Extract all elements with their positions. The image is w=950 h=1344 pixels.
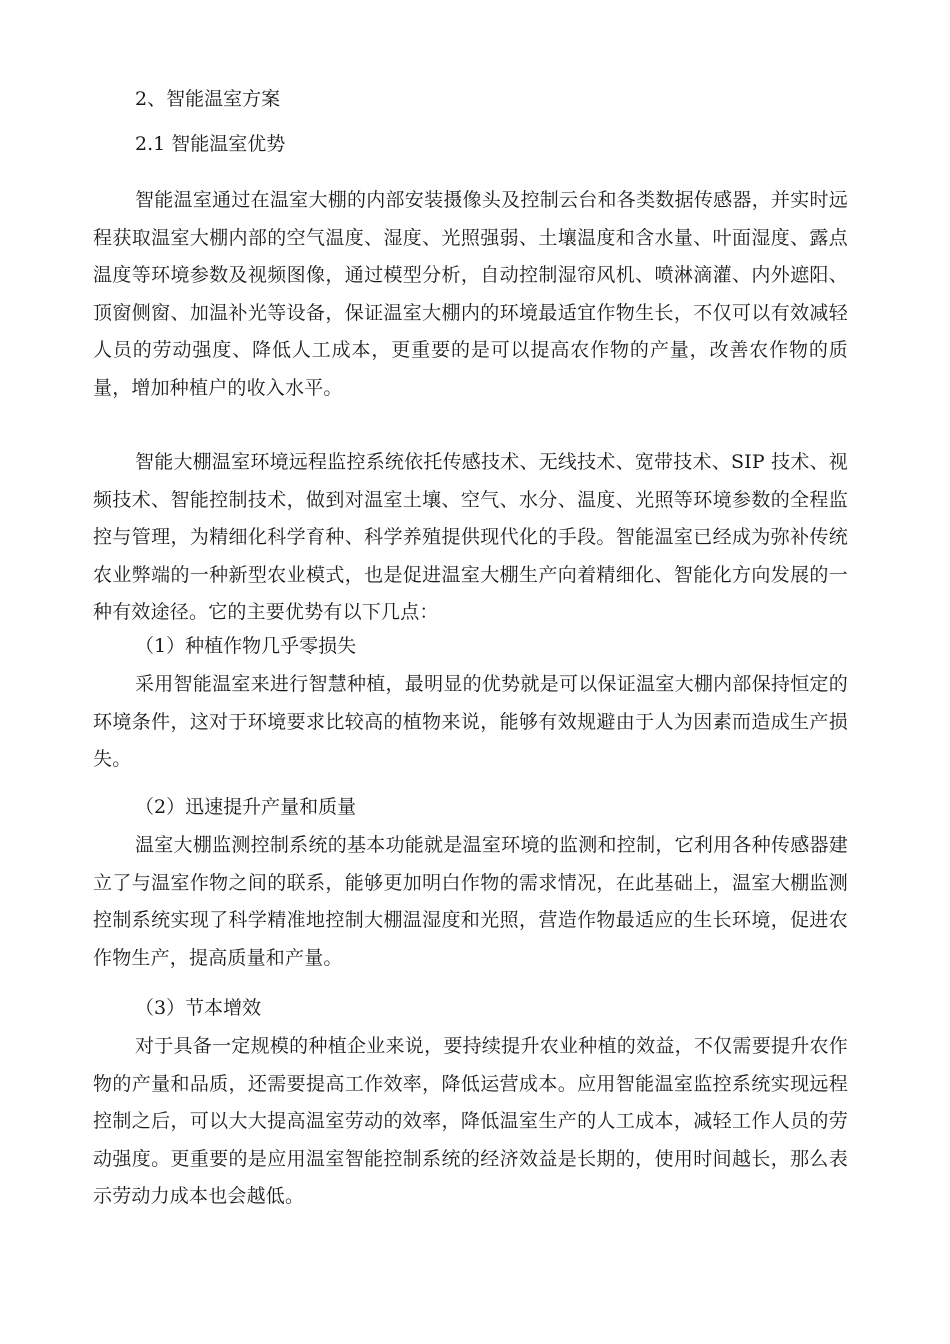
subhead-yield-quality: （2）迅速提升产量和质量 bbox=[135, 796, 357, 818]
subhead-cost-efficiency: （3）节本增效 bbox=[135, 997, 262, 1019]
paragraph-yield-quality: 温室大棚监测控制系统的基本功能就是温室环境的监测和控制，它利用各种传感器建立了与温室作物之间的联系，能够更加明白作物的需求情况，在此基础上，温室大棚监测控制系统实现了科学精准地控制大棚温湿度和光照，营造作物最适应的生长环境，促进农作物生产，提高质量和产量。 bbox=[93, 834, 848, 969]
subhead-zero-loss: （1）种植作物几乎零损失 bbox=[135, 635, 357, 657]
paragraph-zero-loss: 采用智能温室来进行智慧种植，最明显的优势就是可以保证温室大棚内部保持恒定的环境条件，这对于环境要求比较高的植物来说，能够有效规避由于人为因素而造成生产损失。 bbox=[93, 673, 848, 770]
paragraph-system-overview: 智能大棚温室环境远程监控系统依托传感技术、无线技术、宽带技术、SIP 技术、视频技术、智能控制技术，做到对温室土壤、空气、水分、温度、光照等环境参数的全程监控与管理，为精细化科学育种、科学养殖提供现代化的手段。智能温室已经成为弥补传统农业弊端的一种新型农业模式，也是促进温室大棚生产向着精细化、智能化方向发展的一种有效途径。它的主要优势有以下几点： bbox=[93, 451, 848, 623]
subsection-heading: 2.1 智能温室优势 bbox=[135, 133, 286, 155]
section-heading: 2、智能温室方案 bbox=[135, 88, 281, 110]
paragraph-cost-efficiency: 对于具备一定规模的种植企业来说，要持续提升农业种植的效益，不仅需要提升农作物的产量和品质，还需要提高工作效率，降低运营成本。应用智能温室监控系统实现远程控制之后，可以大大提高温室劳动的效率，降低温室生产的人工成本，减轻工作人员的劳动强度。更重要的是应用温室智能控制系统的经济效益是长期的，使用时间越长，那么表示劳动力成本也会越低。 bbox=[93, 1035, 848, 1207]
paragraph-intro: 智能温室通过在温室大棚的内部安装摄像头及控制云台和各类数据传感器，并实时远程获取温室大棚内部的空气温度、湿度、光照强弱、土壤温度和含水量、叶面湿度、露点温度等环境参数及视频图像，通过模型分析，自动控制湿帘风机、喷淋滴灌、内外遮阳、顶窗侧窗、加温补光等设备，保证温室大棚内的环境最适宜作物生长，不仅可以有效减轻人员的劳动强度、降低人工成本，更重要的是可以提高农作物的产量，改善农作物的质量，增加种植户的收入水平。 bbox=[93, 189, 848, 399]
